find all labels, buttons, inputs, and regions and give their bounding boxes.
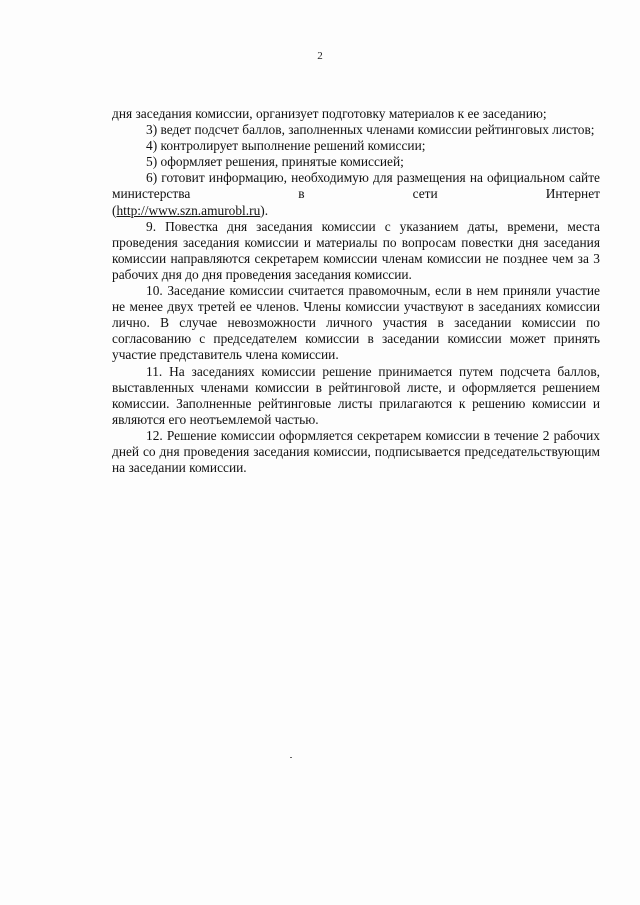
paragraph-12: 12. Решение комиссии оформляется секретарем комиссии в течение 2 рабочих дней со дня проведения заседания комиссии, подписывается председательствующим на заседании комиссии. — [112, 427, 600, 476]
paragraph-11: 11. На заседаниях комиссии решение принимается путем подсчета баллов, выставленных членами комиссии в рейтинговой листе, и оформляется решением комиссии. Заполненные рейтинговые листы прилагаются к решению комиссии и являются его неотъемлемой частью. — [112, 363, 600, 427]
website-link[interactable]: http://www.szn.amurobl.ru — [116, 202, 261, 218]
paragraph-10: 10. Заседание комиссии считается правомочным, если в нем приняли участие не менее двух третей ее членов. Члены комиссии участвуют в заседаниях комиссии лично. В случае невозможности личного участия в заседании комиссии по согласованию с председателем комиссии в заседании комиссии может принять участие представитель члена комиссии. — [112, 283, 600, 363]
link-open-paren: ( — [112, 202, 117, 218]
list-item-3: 3) ведет подсчет баллов, заполненных членами комиссии рейтинговых листов; — [146, 122, 595, 138]
scan-speck — [290, 757, 292, 758]
list-item-5: 5) оформляет решения, принятые комиссией; — [146, 154, 404, 170]
link-close-paren: ). — [260, 202, 269, 218]
document-body — [112, 106, 600, 476]
paragraph-continuation: дня заседания комиссии, организует подготовку материалов к ее заседанию; — [112, 106, 547, 121]
list-item-6-link-line — [112, 203, 600, 219]
list-item-4: 4) контролирует выполнение решений комиссии; — [146, 138, 426, 154]
paragraph-9: 9. Повестка дня заседания комиссии с указанием даты, времени, места проведения заседания комиссии и материалы по вопросам повестки дня заседания комиссии направляются секретарем комиссии членам комиссии не позднее чем за 3 рабочих дня до дня проведения заседания комиссии. — [112, 218, 600, 282]
page-number: 2 — [317, 50, 323, 62]
list-item-6: 6) готовит информацию, необходимую для размещения на официальном сайте министерства в сети Интернет — [112, 170, 600, 202]
